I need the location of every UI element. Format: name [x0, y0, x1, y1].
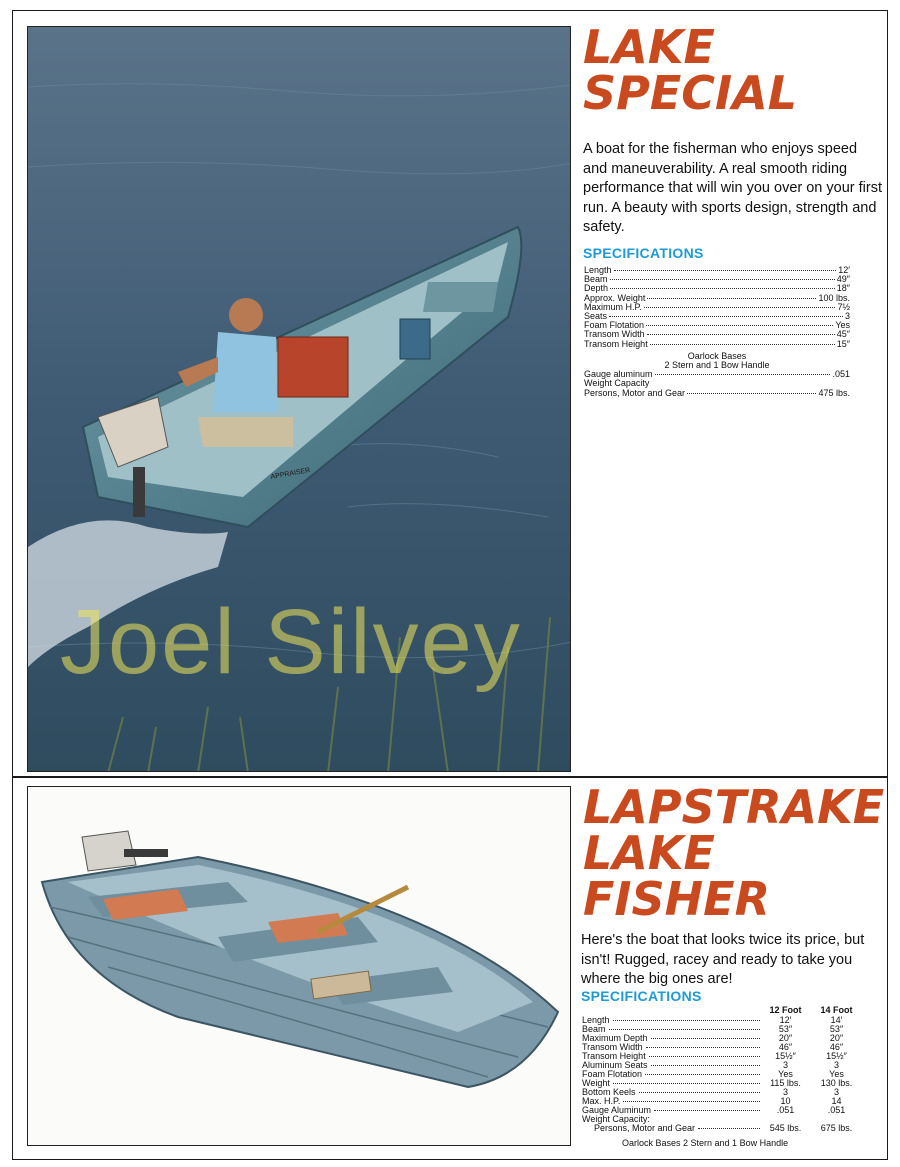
oarlock-footnote: Oarlock Bases 2 Stern and 1 Bow Handle	[622, 1138, 789, 1148]
spec-label: Weight	[582, 1078, 610, 1088]
spec-value-14ft: 46″	[829, 1042, 844, 1052]
table-row	[582, 1124, 862, 1133]
lapstrake-description: Here's the boat that looks twice its price, but isn't! Rugged, racey and ready to take you where the big ones are!	[581, 932, 865, 987]
spec-label-wrap	[582, 1016, 760, 1025]
spec-value-14ft: 14	[831, 1096, 842, 1106]
spec-value-12ft: 46″	[778, 1042, 793, 1052]
leader-dots	[698, 1128, 760, 1129]
spec-label: Foam Flotation	[584, 320, 645, 331]
spec-value: 7½	[837, 301, 850, 312]
spec-value-12ft: 545 lbs.	[769, 1123, 802, 1133]
spec-value: 18″	[836, 283, 850, 294]
spec-label: Gauge Aluminum	[582, 1105, 652, 1115]
spec-value-14ft: 130 lbs.	[820, 1078, 853, 1088]
spec-value-12ft: 115 lbs.	[770, 1078, 801, 1088]
watermark: Joel Silvey	[60, 591, 522, 693]
spec-label: Transom Width	[582, 1042, 643, 1052]
spec-row	[584, 303, 850, 312]
title-line: FISHER	[583, 872, 771, 926]
lapstrake-specs-table	[582, 1006, 862, 1133]
lapstrake-title	[583, 780, 885, 926]
spec-value-12ft: 15½″	[775, 1051, 796, 1061]
spec-value-14ft: 20″	[829, 1033, 844, 1043]
spec-label: Length	[582, 1015, 610, 1025]
lake-special-description: A boat for the fisherman who enjoys speed and maneuverability. A real smooth riding performance that will win you over on your first run. A beauty with sports design, strength and safety.	[583, 141, 882, 235]
title-line: LAKE	[583, 20, 715, 74]
spec-label: Bottom Keels	[582, 1087, 636, 1097]
lake-special-specs-heading: SPECIFICATIONS	[583, 245, 704, 261]
spec-label-cell	[582, 1016, 760, 1025]
lake-special-photo	[27, 26, 571, 772]
spec-label: Maximum Depth	[582, 1033, 648, 1043]
spec-label: Seats	[584, 311, 608, 322]
spec-label: Length	[584, 265, 612, 275]
spec-row	[584, 275, 850, 284]
table-row	[582, 1016, 862, 1025]
spec-value: Yes	[835, 320, 850, 331]
lapstrake-specs-heading: SPECIFICATIONS	[581, 988, 702, 1004]
spec-label: Persons, Motor and Gear	[584, 387, 686, 398]
lapstrake-photo	[27, 786, 571, 1146]
spec-value-14ft: Yes	[829, 1069, 844, 1079]
spec-value-12ft: Yes	[778, 1069, 793, 1079]
spec-value-14ft: 14′	[830, 1015, 843, 1025]
spec-label: Transom Height	[584, 338, 648, 349]
leader-dots	[651, 1038, 760, 1039]
leader-dots	[646, 1047, 760, 1048]
spec-row	[584, 389, 850, 398]
spec-value-14ft: 53″	[829, 1024, 844, 1034]
spec-label: Gauge aluminum	[584, 369, 653, 380]
leader-dots	[649, 1056, 760, 1057]
spec-value: 100 lbs.	[818, 292, 850, 303]
spec-value-12ft: 3	[782, 1087, 788, 1097]
spec-label: Depth	[584, 283, 609, 294]
section-divider	[12, 776, 888, 778]
spec-label: Beam	[582, 1024, 606, 1034]
spec-label: Approx. Weight	[584, 292, 646, 303]
oarlock-detail: 2 Stern and 1 Bow Handle	[664, 360, 770, 371]
leader-dots	[609, 1029, 760, 1030]
table-header-row	[582, 1006, 862, 1016]
column-header: 14 Foot	[820, 1005, 853, 1015]
title-line: SPECIAL	[583, 66, 798, 120]
spec-label: Foam Flotation	[582, 1069, 643, 1079]
spec-value-12ft: 53″	[778, 1024, 793, 1034]
lake-special-specs	[584, 266, 850, 398]
spec-value: 475 lbs.	[818, 387, 850, 398]
spec-value-14ft: 3	[833, 1060, 839, 1070]
leader-dots	[623, 1101, 760, 1102]
spec-value: 49″	[836, 274, 850, 285]
lake-special-illustration	[28, 27, 571, 772]
boat-name-plate: APPRAISER	[270, 467, 311, 481]
spec-label: Max. H.P.	[582, 1096, 621, 1106]
spec-row	[584, 340, 850, 349]
leader-dots	[613, 1083, 760, 1084]
spec-label: Beam	[584, 274, 608, 285]
capacity-label: Weight Capacity	[584, 378, 650, 389]
spec-value-12ft: 10	[780, 1096, 791, 1106]
spec-row	[584, 266, 850, 275]
spec-value: 15″	[836, 338, 850, 349]
table-row	[582, 1088, 862, 1097]
spec-label: Transom Width	[584, 329, 645, 340]
spec-label: Persons, Motor and Gear	[594, 1123, 696, 1133]
spec-label: Transom Height	[582, 1051, 646, 1061]
lapstrake-illustration	[28, 787, 571, 1146]
table-row	[582, 1070, 862, 1079]
leader-dots	[645, 1074, 760, 1075]
spec-value-12ft: .051	[776, 1105, 795, 1115]
leader-dots	[613, 1020, 760, 1021]
spec-value: 12′	[838, 265, 850, 275]
spec-value: 3	[844, 311, 850, 322]
oarlock-heading: Oarlock Bases	[687, 350, 747, 361]
spec-label-cell	[582, 1124, 760, 1133]
leader-dots	[639, 1092, 760, 1093]
spec-label: Weight Capacity:	[582, 1114, 650, 1124]
spec-value: 45″	[836, 329, 850, 340]
spec-value-12ft: 3	[782, 1060, 788, 1070]
spec-value-14ft: 3	[833, 1087, 839, 1097]
spec-label: Aluminum Seats	[582, 1060, 648, 1070]
title-line: LAPSTRAKE	[583, 780, 885, 834]
column-header: 12 Foot	[769, 1005, 802, 1015]
spec-value-12ft: 20″	[778, 1033, 793, 1043]
spec-label-wrap	[582, 1124, 760, 1133]
spec-value: .051	[832, 369, 850, 380]
spec-label: Maximum H.P.	[584, 301, 642, 312]
spec-value-14ft: .051	[827, 1105, 846, 1115]
spec-value-12ft: 12′	[779, 1015, 792, 1025]
title-line: LAKE	[583, 826, 715, 880]
lake-special-title	[583, 20, 798, 120]
leader-dots	[654, 1110, 760, 1111]
spec-value-14ft: 15½″	[826, 1051, 847, 1061]
leader-dots	[651, 1065, 760, 1066]
spec-value-14ft: 675 lbs.	[820, 1123, 853, 1133]
